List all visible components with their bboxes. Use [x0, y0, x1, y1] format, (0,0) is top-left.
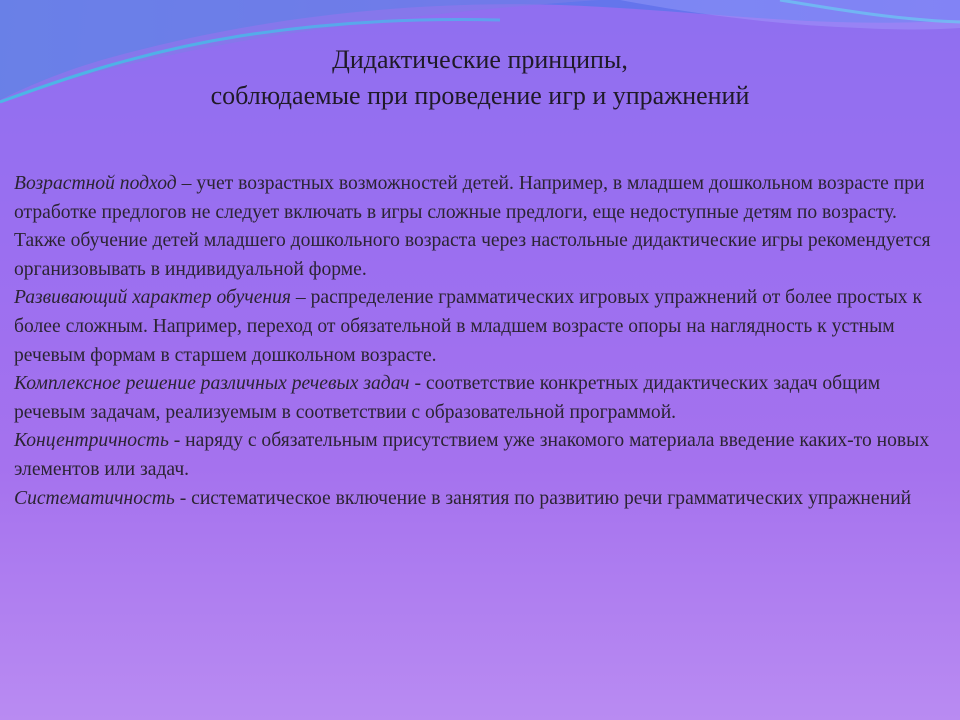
- principle-item: [14, 370, 948, 427]
- principle-item: [14, 427, 948, 484]
- wave-highlight: [620, 0, 960, 30]
- principle-item: [14, 170, 948, 284]
- principle-term: Систематичность: [14, 487, 175, 509]
- principle-text: - наряду с обязательным присутствием уже знакомого материала введение каких-то новых элементов или задач.: [14, 430, 930, 480]
- principle-term: Возрастной подход: [14, 173, 177, 194]
- principle-text: – распределение грамматических игровых упражнений от более простых к более сложным. Например, переход от обязательной в младшем возрасте опоры на наглядность к устным речевым формам в старшем дошкольном возрасте.: [14, 287, 922, 366]
- principle-item: [14, 485, 948, 514]
- title-line-1: Дидактические принципы,: [332, 45, 628, 74]
- principle-term: Развивающий характер обучения: [14, 287, 292, 309]
- principle-text: - систематическое включение в занятия по развитию речи грамматических упражнений: [174, 487, 912, 509]
- principle-term: Концентричность: [14, 430, 169, 452]
- principles-list: [14, 170, 948, 513]
- principle-text: – учет возрастных возможностей детей. Например, в младшем дошкольном возрасте при отработке предлогов не следует включать в игры сложные предлоги, еще недоступные детям по возрасту. Также обучение детей младшего дошкольного возраста через настольные дидактические игры рекомендуется организовывать в индивидуальной форме.: [14, 173, 931, 280]
- principle-term: Комплексное решение различных речевых задач: [14, 373, 410, 395]
- title-line-2: соблюдаемые при проведение игр и упражнений: [210, 81, 750, 110]
- principle-item: [14, 284, 948, 370]
- slide-title: [0, 42, 960, 114]
- principle-text: - соответствие конкретных дидактических задач общим речевым задачам, реализуемым в соответствии с образовательной программой.: [14, 373, 881, 423]
